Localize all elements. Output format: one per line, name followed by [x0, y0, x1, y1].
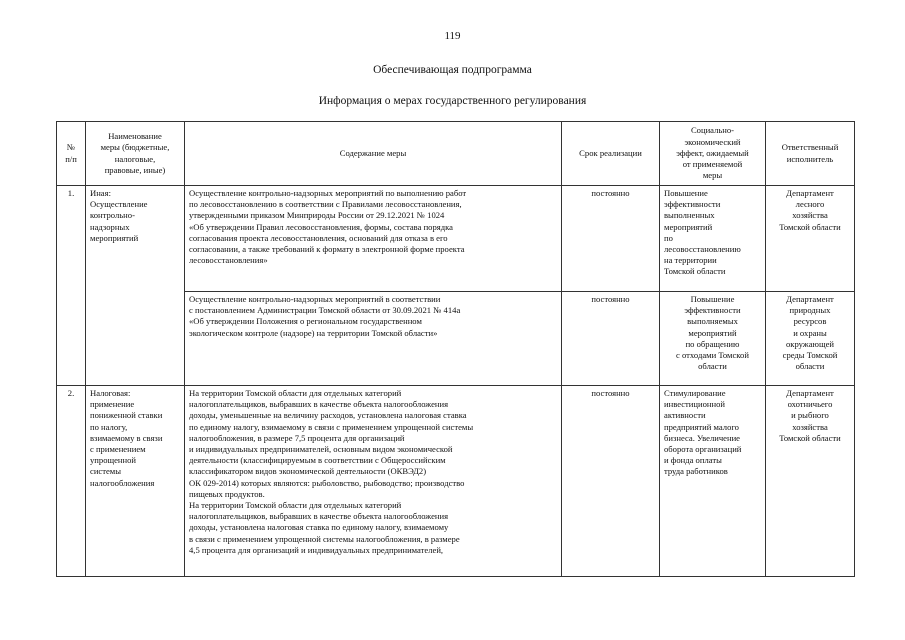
page-number: 119 [444, 30, 461, 42]
subprogram-title: Обеспечивающая подпрограмма [373, 64, 532, 76]
row-number: 1. [57, 186, 86, 386]
measure-content: Осуществление контрольно-надзорных мероприятий по выполнению работ по лесовосстановлению в соответствии с Правилами лесовосстановления, утвержденными приказом Минприроды России от 29.12.2021 № 1024 «Об утверждении Правил лесовосстановления, формы, состава порядка согласования проекта лесовосстановления, оснований для отказа в его согласовании, а также требований к формату в электронной форме проекта лесовосстановления» [185, 186, 562, 292]
header-number: № п/п [57, 122, 86, 186]
measure-effect: Повышение эффективности выполненных мероприятий по лесовосстановлению на территории Томской области [660, 186, 766, 292]
measure-period: постоянно [562, 186, 660, 292]
measure-content: Осуществление контрольно-надзорных мероприятий в соответствии с постановлением Администрации Томской области от 30.09.2021 № 414а «Об утверждении Положения о региональном государственном экологическом контроле (надзоре) на территории Томской области» [185, 292, 562, 386]
measure-name: Иная: Осуществление контрольно- надзорных мероприятий [86, 186, 185, 386]
measure-effect: Стимулирование инвестиционной активности предприятий малого бизнеса. Увеличение оборота организаций и фонда оплаты труда работников [660, 386, 766, 577]
measure-name: Налоговая: применение пониженной ставки по налогу, взимаемому в связи с применением упрощенной системы налогообложения [86, 386, 185, 577]
table-header-row [57, 122, 855, 186]
measure-executor: Департамент лесного хозяйства Томской области [766, 186, 855, 292]
row-number: 2. [57, 386, 86, 577]
measure-period: постоянно [562, 292, 660, 386]
table-row [57, 386, 855, 577]
measure-executor: Департамент охотничьего и рыбного хозяйства Томской области [766, 386, 855, 577]
measure-content-cell [185, 386, 562, 577]
section-title: Информация о мерах государственного регулирования [318, 95, 587, 107]
header-period: Срок реализации [562, 122, 660, 186]
header-executor: Ответственный исполнитель [766, 122, 855, 186]
header-effect: Социально- экономический эффект, ожидаемый от применяемой меры [660, 122, 766, 186]
table-row [57, 186, 855, 292]
measure-effect: Повышение эффективности выполняемых мероприятий по обращению с отходами Томской области [660, 292, 766, 386]
measure-period: постоянно [562, 386, 660, 577]
header-content: Содержание меры [185, 122, 562, 186]
regulation-measures-table [56, 121, 855, 577]
measure-content: На территории Томской области для отдельных категорий налогоплательщиков, выбравших в качестве объекта налогообложения доходы, уменьшенные на величину расходов, установлена налоговая ставка по единому налогу, взимаемому в связи с применением упрощенной системы налогообложения, в размере 7,5 процента для организаций и индивидуальных предпринимателей, основным видом экономической деятельности (классифицируемым в соответствии с Общероссийским классификатором видов экономической деятельности (ОКВЭД2) ОК 029-2014) которых являются: рыболовство, рыбоводство; производство пищевых продуктов. На территории Томской области для отдельных категорий налогоплательщиков, выбравших в качестве объекта налогообложения доходы, установлена налоговая ставка по единому налогу, взимаемому в связи с применением упрощенной системы налогообложения, в размере 4,5 процента для организаций и индивидуальных предпринимателей, [189, 388, 474, 555]
header-measure-name: Наименование меры (бюджетные, налоговые, правовые, иные) [86, 122, 185, 186]
measure-executor: Департамент природных ресурсов и охраны окружающей среды Томской области [766, 292, 855, 386]
